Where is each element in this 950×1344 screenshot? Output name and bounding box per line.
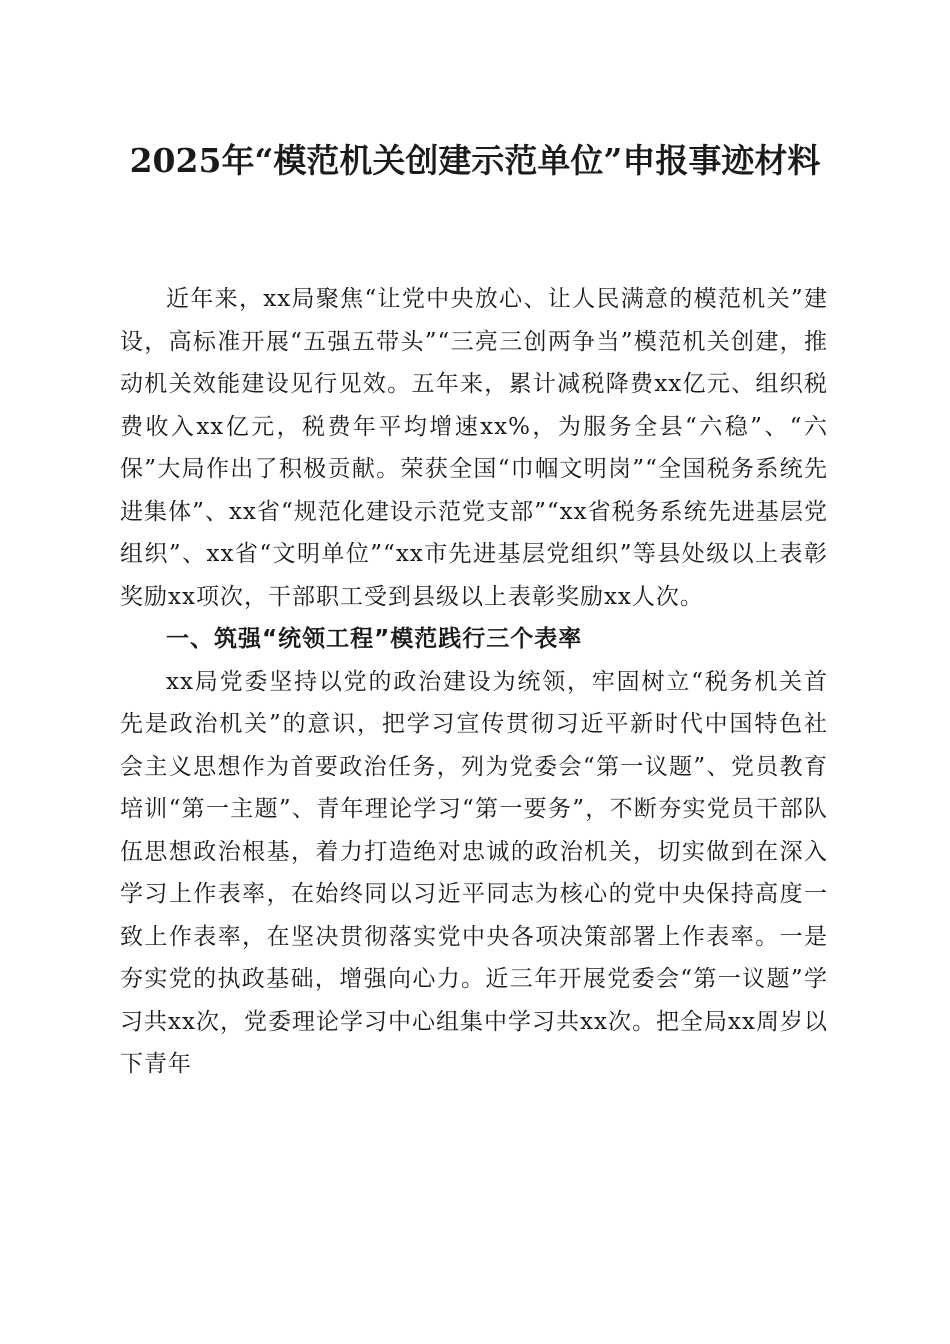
document-body: [120, 278, 828, 1086]
section-1-paragraph: xx局党委坚持以党的政治建设为统领，牢固树立“税务机关首先是政治机关”的意识，把学习宣传贯彻习近平新时代中国特色社会主义思想作为首要政治任务，列为党委会“第一议题”、党员教育培训“第一主题”、青年理论学习“第一要务”，不断夯实党员干部队伍思想政治根基，着力打造绝对忠诚的政治机关，切实做到在深入学习上作表率，在始终同以习近平同志为核心的党中央保持高度一致上作表率，在坚决贯彻落实党中央各项决策部署上作表率。一是夯实党的执政基础，增强向心力。近三年开展党委会“第一议题”学习共xx次，党委理论学习中心组集中学习共xx次。把全局xx周岁以下青年: [120, 668, 828, 1077]
document-title: 2025年“模范机关创建示范单位”申报事迹材料: [129, 141, 821, 180]
section-heading-1: 一、筑强“统领工程”模范践行三个表率: [166, 626, 583, 652]
intro-paragraph: 近年来，xx局聚焦“让党中央放心、让人民满意的模范机关”建设，高标准开展“五强五带头”“三亮三创两争当”模范机关创建，推动机关效能建设见行见效。五年来，累计减税降费xx亿元、组织税费收入xx亿元，税费年平均增速xx%，为服务全县“六稳”、“六保”大局作出了积极贡献。荣获全国“巾帼文明岗”“全国税务系统先进集体”、xx省“规范化建设示范党支部”“xx省税务系统先进基层党组织”、xx省“文明单位”“xx市先进基层党组织”等县处级以上表彰奖励xx项次，干部职工受到县级以上表彰奖励xx人次。: [120, 286, 828, 610]
